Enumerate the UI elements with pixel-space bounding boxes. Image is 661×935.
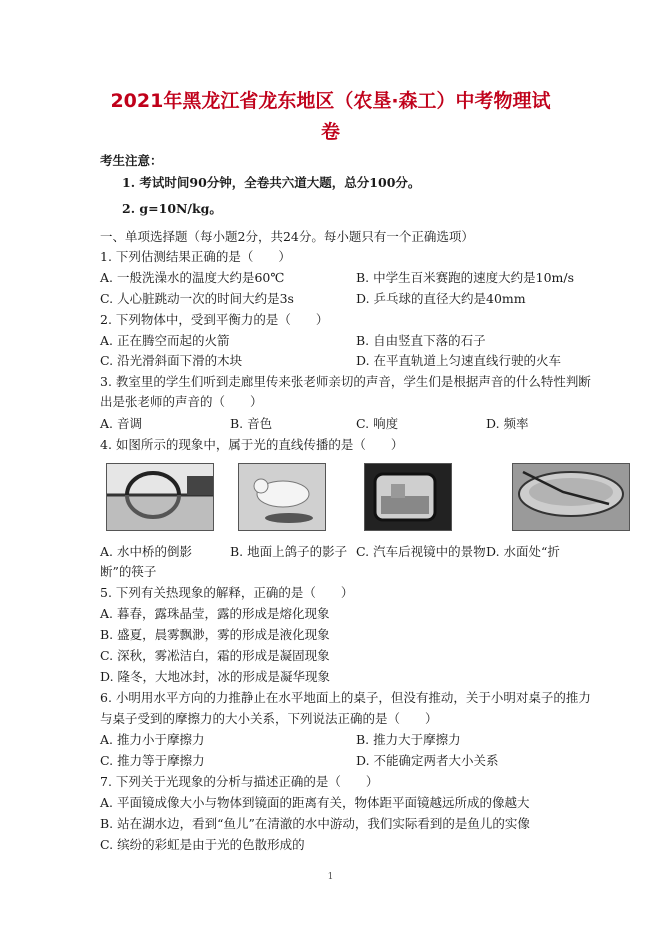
- q2-stem: 2. 下列物体中，受到平衡力的是（ ）: [100, 312, 329, 327]
- q3-option-a: A. 音调: [100, 416, 142, 431]
- q4-stem: 4. 如图所示的现象中，属于光的直线传播的是（ ）: [100, 437, 404, 452]
- q1-stem: 1. 下列估测结果正确的是（ ）: [100, 249, 291, 264]
- exam-title-line1: 2021年黑龙江省龙东地区（农垦·森工）中考物理试: [110, 90, 551, 112]
- q1-option-b: B. 中学生百米赛跑的速度大约是10m/s: [356, 270, 575, 285]
- q1-option-c: C. 人心脏跳动一次的时间大约是3s: [100, 291, 294, 306]
- q3-option-b: B. 音色: [230, 416, 273, 431]
- q2-option-b: B. 自由竖直下落的石子: [356, 333, 486, 348]
- q2-option-c: C. 沿光滑斜面下滑的木块: [100, 353, 243, 368]
- q5-stem: 5. 下列有关热现象的解释，正确的是（ ）: [100, 585, 354, 600]
- q4-option-b: B. 地面上鸽子的影子: [230, 544, 348, 559]
- q6-option-a: A. 推力小于摩擦力: [100, 732, 205, 747]
- q7-option-c: C. 缤纷的彩虹是由于光的色散形成的: [100, 837, 305, 852]
- q7-stem: 7. 下列关于光现象的分析与描述正确的是（ ）: [100, 774, 379, 789]
- q6-stem-line1: 6. 小明用水平方向的力推静止在水平地面上的桌子，但没有推动，关于小明对桌子的推力: [100, 690, 591, 705]
- bridge-reflection-icon: [106, 463, 214, 531]
- section-heading: 一、单项选择题（每小题2分，共24分。每小题只有一个正确选项）: [100, 229, 474, 244]
- q7-option-a: A. 平面镜成像大小与物体到镜面的距离有关，物体距平面镜越远所成的像越大: [100, 795, 530, 810]
- q6-option-c: C. 推力等于摩擦力: [100, 753, 205, 768]
- notice-heading: 考生注意：: [100, 153, 163, 168]
- q4-option-d: D. 水面处“折: [486, 544, 560, 559]
- q6-stem-line2: 与桌子受到的摩擦力的大小关系，下列说法正确的是（ ）: [100, 711, 438, 726]
- q2-option-a: A. 正在腾空而起的火箭: [100, 333, 230, 348]
- notice-item-2: 2. g=10N/kg。: [122, 201, 222, 216]
- q1-option-d: D. 乒乓球的直径大约是40mm: [356, 291, 526, 306]
- q2-option-d: D. 在平直轨道上匀速直线行驶的火车: [356, 353, 562, 368]
- q4-option-d-cont: 断”的筷子: [100, 564, 157, 579]
- q5-option-c: C. 深秋，雾凇洁白，霜的形成是凝固现象: [100, 648, 330, 663]
- q5-option-a: A. 暮春，露珠晶莹，露的形成是熔化现象: [100, 606, 330, 621]
- notice-item-1: 1. 考试时间90分钟，全卷共六道大题，总分100分。: [122, 175, 421, 190]
- bent-chopsticks-icon: [512, 463, 630, 531]
- exam-title-line2: 卷: [320, 121, 340, 143]
- pigeon-shadow-icon: [238, 463, 326, 531]
- q6-option-b: B. 推力大于摩擦力: [356, 732, 461, 747]
- q3-stem-line1: 3. 教室里的学生们听到走廊里传来张老师亲切的声音，学生们是根据声音的什么特性判断: [100, 374, 591, 389]
- page-number: 1: [327, 872, 334, 882]
- q6-option-d: D. 不能确定两者大小关系: [356, 753, 499, 768]
- q3-option-d: D. 频率: [486, 416, 529, 431]
- q3-stem-line2: 出是张老师的声音的（ ）: [100, 394, 263, 409]
- car-mirror-icon: [364, 463, 452, 531]
- q4-option-a: A. 水中桥的倒影: [100, 544, 192, 559]
- q4-option-c: C. 汽车后视镜中的景物: [356, 544, 486, 559]
- q1-option-a: A. 一般洗澡水的温度大约是60℃: [100, 270, 285, 285]
- q3-option-c: C. 响度: [356, 416, 399, 431]
- q7-option-b: B. 站在湖水边，看到“鱼儿”在清澈的水中游动，我们实际看到的是鱼儿的实像: [100, 816, 530, 831]
- q5-option-b: B. 盛夏，晨雾飘渺，雾的形成是液化现象: [100, 627, 330, 642]
- q5-option-d: D. 隆冬，大地冰封，冰的形成是凝华现象: [100, 669, 331, 684]
